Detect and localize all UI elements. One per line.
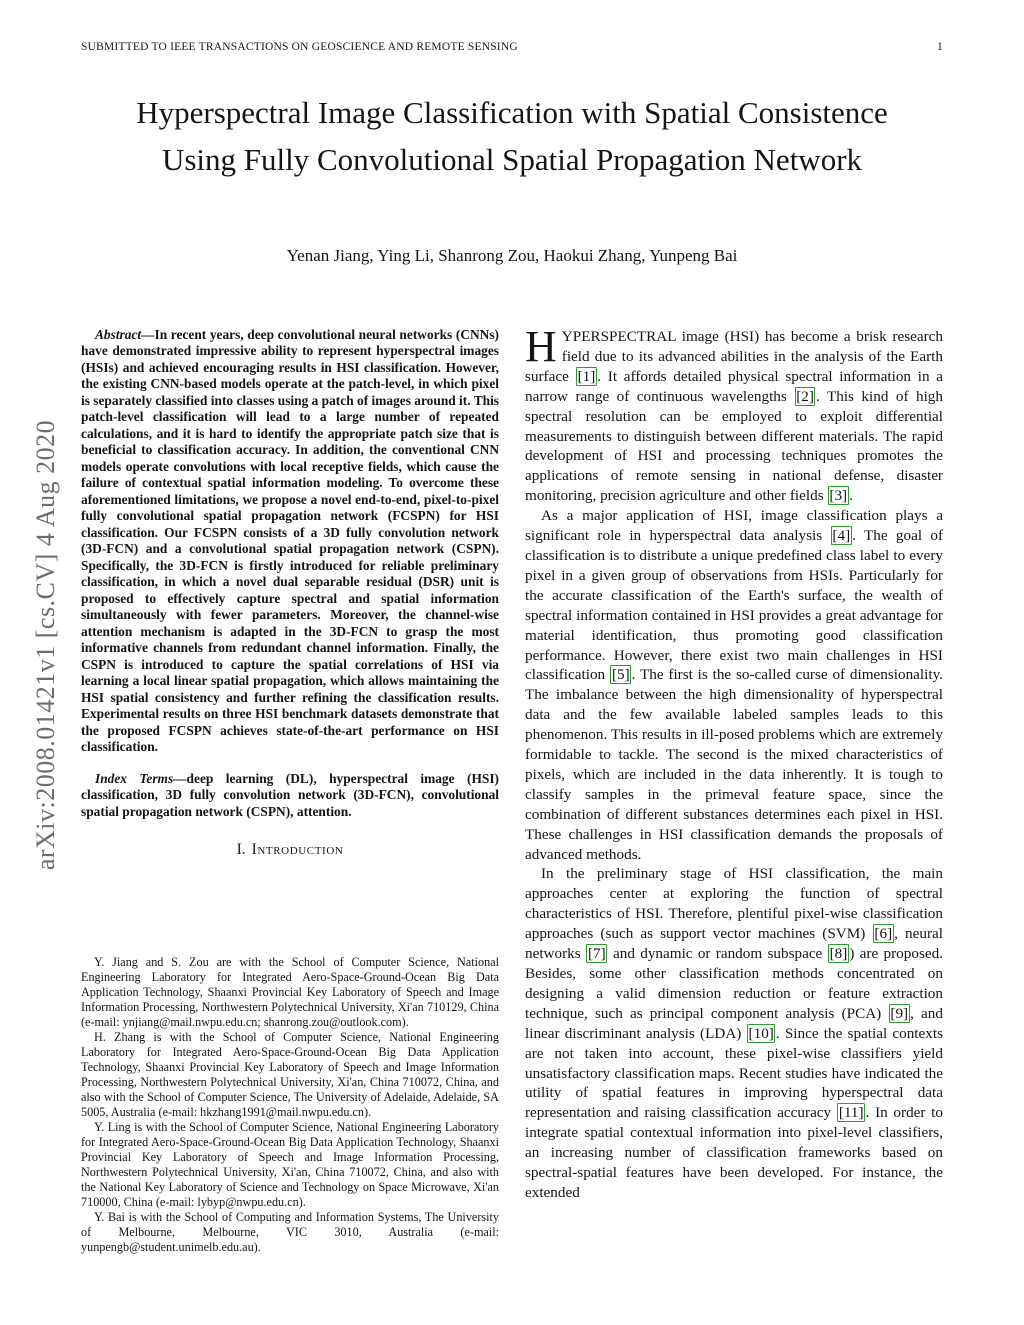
intro-paragraph-2: As a major application of HSI, image classification plays a significant role in hyperspectral data analysis [4] . The goal of classification is to distribute a unique predefined class label to every pixel in a given group of observations from HSIs. Particularly for the accurate classification of the Earth's surface, the wealth of spectral information contained in HSI provides a great advantage for material identification, thus promoting good classification performance. However, there exist two main challenges in HSI classification [5] . The first is the so-called curse of dimensionality. The imbalance between the high dimensionality of hyperspectral data and the few available labeled samples leads to this phenomenon. This results in ill-posed problems which are extremely formidable to tackle. The second is the mixed characteristics of pixels, which are included in the data inherently. It is tough to classify samples in the primeval feature space, since the combination of different substances determines each pixel in HSI. These challenges in HSI classification demands the proposals of advanced methods. xyxy=(525,507,943,863)
two-column-body xyxy=(81,327,943,1255)
right-column xyxy=(525,327,943,1255)
intro-paragraph-1 xyxy=(525,327,943,506)
citation-link[interactable]: [11] xyxy=(838,1104,864,1122)
footnote-affiliation-1: Y. Jiang and S. Zou are with the School of Computer Science, National Engineering Laboratory for Integrated Aero-Space-Ground-Ocean Big Data Application Technology, Shaanxi Provincial Key Laboratory of Speech and Image Information Processing, Northwestern Polytechnical University, Xi'an 710129, China (e-mail: ynjiang@mail.nwpu.edu.cn; shanrong.zou@outlook.com). xyxy=(81,955,499,1029)
running-head xyxy=(81,41,943,53)
footnote-affiliation-2: H. Zhang is with the School of Computer Science, National Engineering Laboratory for Integrated Aero-Space-Ground-Ocean Big Data Application Technology, Shaanxi Provincial Key Laboratory of Speech and Image Information Processing, Northwestern Polytechnical University, Xi'an, China 710072, China, and also with the School of Computer Science, The University of Adelaide, Adelaide, SA 5005, Australia (e-mail: hkzhang1991@mail.nwpu.edu.cn). xyxy=(81,1030,499,1119)
section-heading-introduction xyxy=(81,841,499,859)
abstract-text: In recent years, deep convolutional neural networks (CNNs) have demonstrated impressive ability to represent hyperspectral images (HSIs) and achieved encouraging results in HSI classification. However, the existing CNN-based models operate at the patch-level, in which pixel is separately classified into classes using a patch of images around it. This patch-level classification will lead to a large number of repeated calculations, and it is hard to identify the appropriate patch size that is beneficial to classification accuracy. In addition, the conventional CNN models operate convolutions with local receptive fields, which cause the failure of contextual spatial information modeling. To overcome these aforementioned limitations, we propose a novel end-to-end, pixel-to-pixel fully convolutional spatial propagation network (FCSPN) for HSI classification. Our FCSPN consists of a 3D fully convolution network (3D-FCN) and a convolutional spatial propagation network (CSPN). Specifically, the 3D-FCN is firstly introduced for reliable preliminary classification, in which a novel dual separable residual (DSR) unit is proposed to effectively capture spectral and spatial information simultaneously with fewer parameters. Moreover, the channel-wise attention mechanism is adapted in the 3D-FCN to grasp the most informative channels from redundant channel information. Finally, the CSPN is introduced to capture the spatial correlations of HSI via learning a local linear spatial propagation, which allows maintaining the HSI spatial consistency and further refining the classification results. Experimental results on three HSI benchmark datasets demonstrate that the proposed FCSPN achieves state-of-the-art performance on HSI classification. xyxy=(81,327,499,755)
section-title: Introduction xyxy=(251,841,344,859)
section-number: I. xyxy=(236,841,246,859)
index-terms-text: deep learning (DL), hyperspectral image (HSI) classification, 3D fully convolution network (3D-FCN), convolutional spatial propagation network (CSPN), attention. xyxy=(81,770,499,819)
citation-link[interactable]: [2] xyxy=(796,387,814,405)
paper-title: Hyperspectral Image Classification with Spatial Consistence Using Fully Convolutional Spatial Propagation Network xyxy=(136,95,888,177)
author-list: Yenan Jiang, Ying Li, Shanrong Zou, Haokui Zhang, Yunpeng Bai xyxy=(286,246,738,265)
citation-link[interactable]: [4] xyxy=(832,527,851,545)
drop-cap-letter: H xyxy=(525,327,557,371)
footnote-affiliation-3: Y. Ling is with the School of Computer Science, National Engineering Laboratory for Integrated Aero-Space-Ground-Ocean Big Data Application Technology, Shaanxi Provincial Key Laboratory of Speech and Image Information Processing, Northwestern Polytechnical University, Xi'an, China 710072, China, and also with the National Key Laboratory of Science and Technology on Space Microwave, Xi'an 710000, China (e-mail: lybyp@nwpu.edu.cn). xyxy=(81,1120,499,1209)
author-footnotes xyxy=(81,955,499,1255)
citation-link[interactable]: [3] xyxy=(829,487,848,505)
citation-link[interactable]: [1] xyxy=(577,367,596,385)
citation-link[interactable]: [5] xyxy=(611,666,630,684)
abstract-label: Abstract— xyxy=(95,327,155,342)
left-column xyxy=(81,327,499,1255)
intro-paragraph-3: In the preliminary stage of HSI classification, the main approaches center at exploring the function of spectral characteristics of HSI. Therefore, plentiful pixel-wise classification approaches (such as support vector machines (SVM) [6] , neural networks [7] and dynamic or random subspace [8] ) are proposed. Besides, some other classification methods concentrated on designing a valid dimension reduction or feature extraction technique, such as principal component analysis (PCA) [9] , and linear discriminant analysis (LDA) [10] . Since the spatial contexts are not taken into account, these pixel-wise classifiers yield unsatisfactory classification maps. Recent studies have indicated the utility of spatial features in improving hyperspectral data representation and raising classification accuracy [11] . In order to integrate spatial contextual information into pixel-level classifiers, an increasing number of classification frameworks based on spectral-spatial features have been developed. For instance, the extended xyxy=(525,865,943,1201)
index-terms-label: Index Terms— xyxy=(95,770,187,786)
index-terms xyxy=(81,771,499,820)
footnote-affiliation-4: Y. Bai is with the School of Computing and Information Systems, The University of Melbourne, Melbourne, VIC 3010, Australia (e-mail: yunpengb@student.unimelb.edu.au). xyxy=(81,1210,499,1254)
citation-link[interactable]: [7] xyxy=(587,945,606,963)
citation-link[interactable]: [10] xyxy=(748,1024,774,1042)
page-number: 1 xyxy=(937,41,943,53)
citation-link[interactable]: [8] xyxy=(829,945,848,963)
running-head-title: SUBMITTED TO IEEE TRANSACTIONS ON GEOSCIENCE AND REMOTE SENSING xyxy=(81,41,518,53)
citation-link[interactable]: [6] xyxy=(874,925,893,943)
citation-link[interactable]: [9] xyxy=(890,1004,909,1022)
arxiv-watermark: arXiv:2008.01421v1 [cs.CV] 4 Aug 2020 xyxy=(31,419,60,871)
paragraph-text: YPERSPECTRAL image (HSI) has become a brisk research field due to its advanced abilities in the analysis of the Earth surface [1] . It affords detailed physical spectral information in a narrow range of continuous wavelengths [2] . This kind of high spectral resolution can be employed to exploit differential measurements to distinguish between different materials. The rapid development of HSI and processing techniques promotes the applications of remote sensing in national defense, disaster monitoring, precision agriculture and other fields [3] . xyxy=(525,328,943,505)
abstract xyxy=(81,327,499,756)
